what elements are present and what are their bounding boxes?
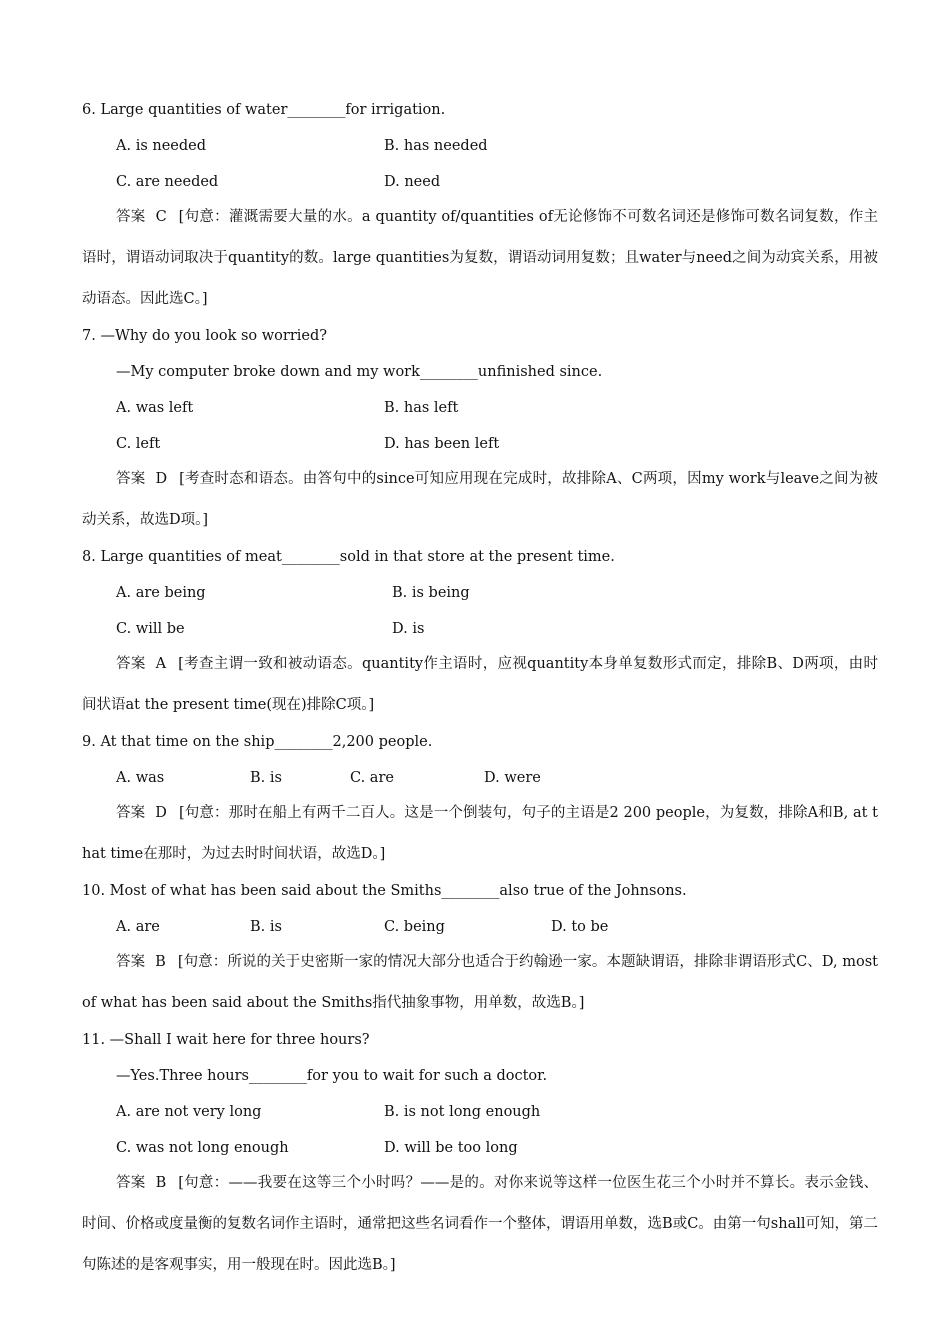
question-9-option-c: C. are <box>350 770 394 786</box>
answer-label: 答案 <box>116 805 146 821</box>
answer-letter: D <box>155 805 167 821</box>
question-7-stem: 7. —Why do you look so worried? <box>82 328 328 344</box>
question-9-option-b: B. is <box>250 770 282 786</box>
question-6-stem: 6. Large quantities of water________for irrigation. <box>82 102 446 118</box>
answer-letter: C <box>155 209 167 225</box>
question-7-option-d: D. has been left <box>384 436 500 452</box>
question-11-stem: 11. —Shall I wait here for three hours? <box>82 1032 370 1048</box>
question-11-option-a: A. are not very long <box>116 1104 262 1120</box>
question-10-option-c: C. being <box>384 919 445 935</box>
answer-label: 答案 <box>116 954 146 970</box>
question-10-option-d: D. to be <box>551 919 609 935</box>
question-11-option-d: D. will be too long <box>384 1140 518 1156</box>
question-10-answer <box>82 942 878 1024</box>
answer-letter: A <box>155 656 167 672</box>
question-11-answer <box>82 1163 878 1286</box>
answer-letter: B <box>155 1175 167 1191</box>
question-9-option-a: A. was <box>116 770 165 786</box>
question-11-option-c: C. was not long enough <box>116 1140 289 1156</box>
question-8-stem: 8. Large quantities of meat________sold in that store at the present time. <box>82 549 615 565</box>
answer-explanation: [句意：所说的关于史密斯一家的情况大部分也适合于约翰逊一家。本题缺谓语，排除非谓语形式C、D, most of what has been said about the Smiths指代抽象事物，用单数，故选B。] <box>82 954 878 1011</box>
answer-label: 答案 <box>116 471 146 487</box>
question-7-answer <box>82 459 878 541</box>
question-7-option-b: B. has left <box>384 400 459 416</box>
question-6-option-d: D. need <box>384 174 441 190</box>
answer-explanation: [句意：灌溉需要大量的水。a quantity of/quantities of无论修饰不可数名词还是修饰可数名词复数，作主语时，谓语动词取决于quantity的数。large quantities为复数，谓语动词用复数；且water与need之间为动宾关系，用被动语态。因此选C。] <box>82 209 878 307</box>
question-8-option-c: C. will be <box>116 621 185 637</box>
question-7-stem-reply: —My computer broke down and my work________unfinished since. <box>116 364 603 380</box>
answer-explanation: [考查主谓一致和被动语态。quantity作主语时，应视quantity本身单复数形式而定，排除B、D两项，由时间状语at the present time(现在)排除C项。] <box>82 656 879 713</box>
question-10-stem: 10. Most of what has been said about the Smiths________also true of the Johnsons. <box>82 883 687 899</box>
question-11-option-b: B. is not long enough <box>384 1104 541 1120</box>
question-9-option-d: D. were <box>484 770 541 786</box>
answer-explanation: [句意：那时在船上有两千二百人。这是一个倒装句，句子的主语是2 200 people，为复数，排除A和B, at that time在那时，为过去时时间状语，故选D。] <box>82 805 878 862</box>
answer-explanation: [考查时态和语态。由答句中的since可知应用现在完成时，故排除A、C两项，因my work与leave之间为被动关系，故选D项。] <box>82 471 878 528</box>
question-6-answer <box>82 197 878 320</box>
question-10-option-a: A. are <box>116 919 160 935</box>
question-6-option-b: B. has needed <box>384 138 488 154</box>
answer-letter: D <box>155 471 168 487</box>
question-8-option-a: A. are being <box>116 585 206 601</box>
question-7-option-a: A. was left <box>116 400 194 416</box>
question-8-answer <box>82 644 878 726</box>
answer-label: 答案 <box>116 209 146 225</box>
question-9-stem: 9. At that time on the ship________2,200 people. <box>82 734 433 750</box>
question-7-option-c: C. left <box>116 436 161 452</box>
answer-letter: B <box>155 954 166 970</box>
question-8-option-b: B. is being <box>392 585 470 601</box>
answer-label: 答案 <box>116 656 146 672</box>
question-6-option-a: A. is needed <box>116 138 207 154</box>
question-9-answer <box>82 793 878 875</box>
question-8-option-d: D. is <box>392 621 425 637</box>
question-6-option-c: C. are needed <box>116 174 219 190</box>
question-10-option-b: B. is <box>250 919 282 935</box>
answer-explanation: [句意：——我要在这等三个小时吗？——是的。对你来说等这样一位医生花三个小时并不算长。表示金钱、时间、价格或度量衡的复数名词作主语时，通常把这些名词看作一个整体，谓语用单数，选B或C。由第一句shall可知，第二句陈述的是客观事实，用一般现在时。因此选B。] <box>82 1175 878 1273</box>
question-11-stem-reply: —Yes.Three hours________for you to wait for such a doctor. <box>116 1068 548 1084</box>
answer-label: 答案 <box>116 1175 146 1191</box>
